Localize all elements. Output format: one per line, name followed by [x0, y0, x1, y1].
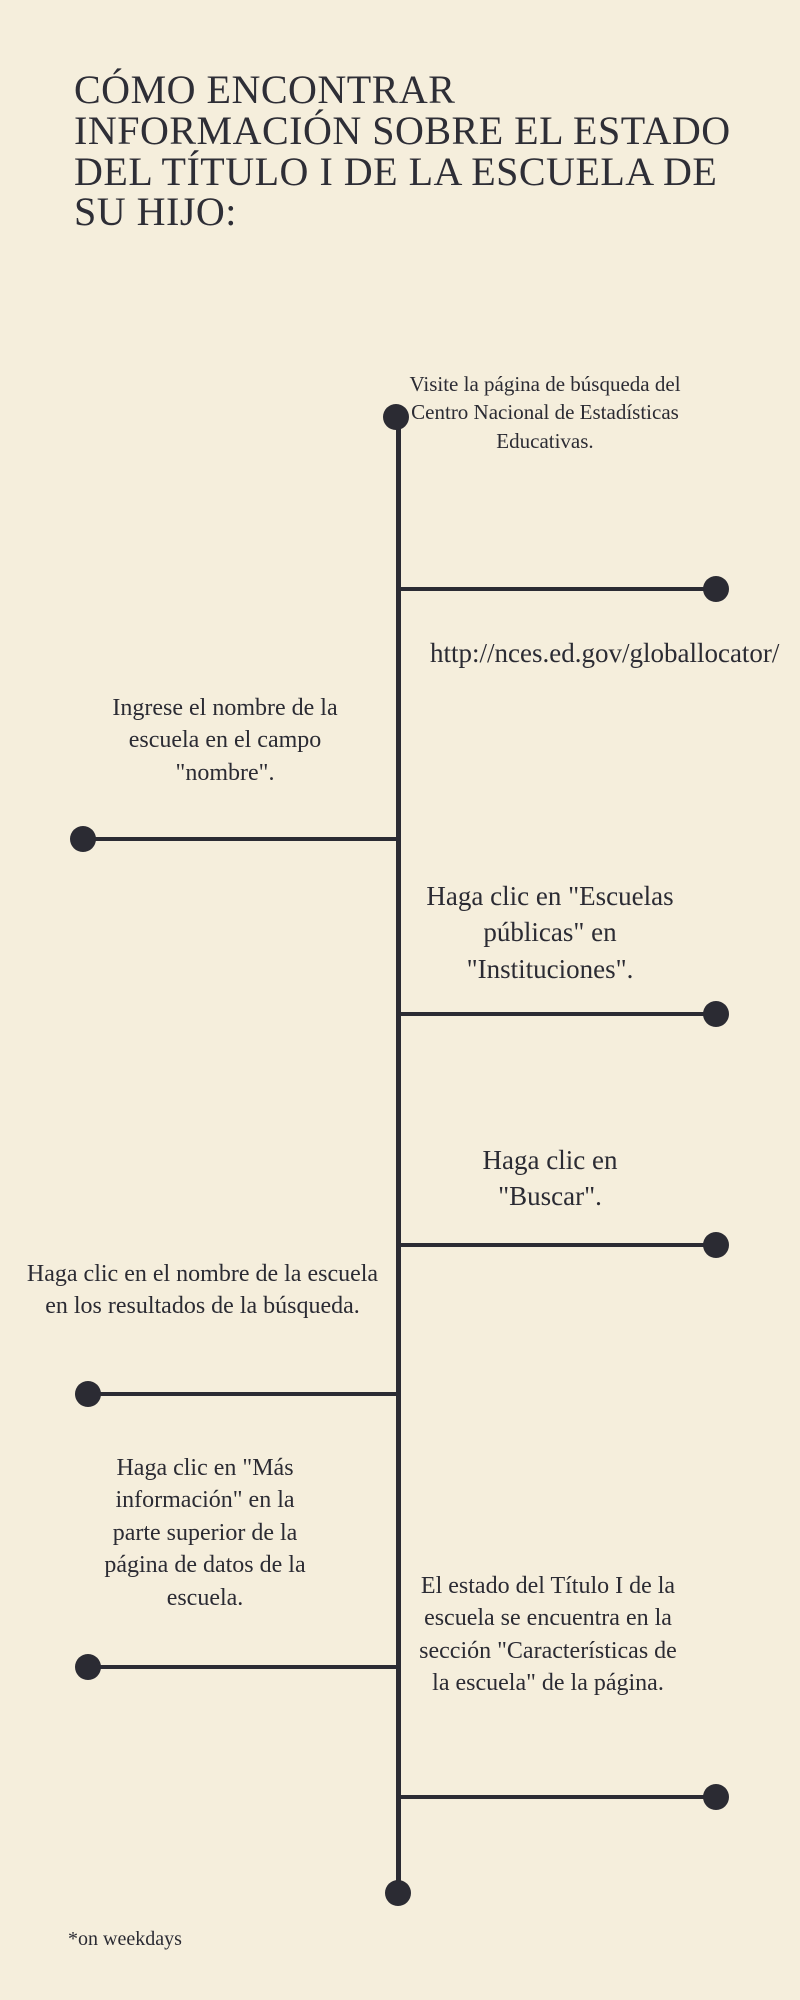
- timeline-node-left-1: [70, 826, 96, 852]
- timeline-node-left-3: [75, 1654, 101, 1680]
- step-7-text: Haga clic en "Más información" en la parte superior de la página de datos de la escuela.: [104, 1455, 306, 1611]
- timeline-node-right-1: [703, 576, 729, 602]
- connector-right-4: [396, 1795, 716, 1799]
- step-6-text: Haga clic en el nombre de la escuela en los resultados de la búsqueda.: [26, 1261, 379, 1320]
- timeline-node-end: [385, 1880, 411, 1906]
- timeline-node-right-4: [703, 1784, 729, 1810]
- timeline-node-left-2: [75, 1381, 101, 1407]
- step-1-text: Visite la página de búsqueda del Centro Nacional de Estadísticas Educativas.: [409, 372, 681, 453]
- connector-right-3: [396, 1243, 716, 1247]
- step-5-text: Haga clic en "Buscar".: [482, 1145, 618, 1212]
- footnote: *on weekdays: [68, 1928, 182, 1950]
- timeline-node-right-2: [703, 1001, 729, 1027]
- step-2-text: http://nces.ed.gov/globallocator/: [430, 638, 780, 668]
- connector-left-1: [80, 837, 400, 841]
- connector-right-1: [396, 587, 716, 591]
- step-8-text: El estado del Título I de la escuela se encuentra en la sección "Características de la escuela" de la página.: [419, 1573, 677, 1697]
- connector-left-2: [85, 1392, 400, 1396]
- step-4-text: Haga clic en "Escuelas públicas" en "Instituciones".: [426, 881, 674, 984]
- connector-right-2: [396, 1012, 716, 1016]
- step-3-text: Ingrese el nombre de la escuela en el campo "nombre".: [112, 695, 338, 786]
- connector-left-3: [85, 1665, 400, 1669]
- page-title: CÓMO ENCONTRAR INFORMACIÓN SOBRE EL ESTADO DEL TÍTULO I DE LA ESCUELA DE SU HIJO:: [74, 67, 731, 235]
- timeline-node-right-3: [703, 1232, 729, 1258]
